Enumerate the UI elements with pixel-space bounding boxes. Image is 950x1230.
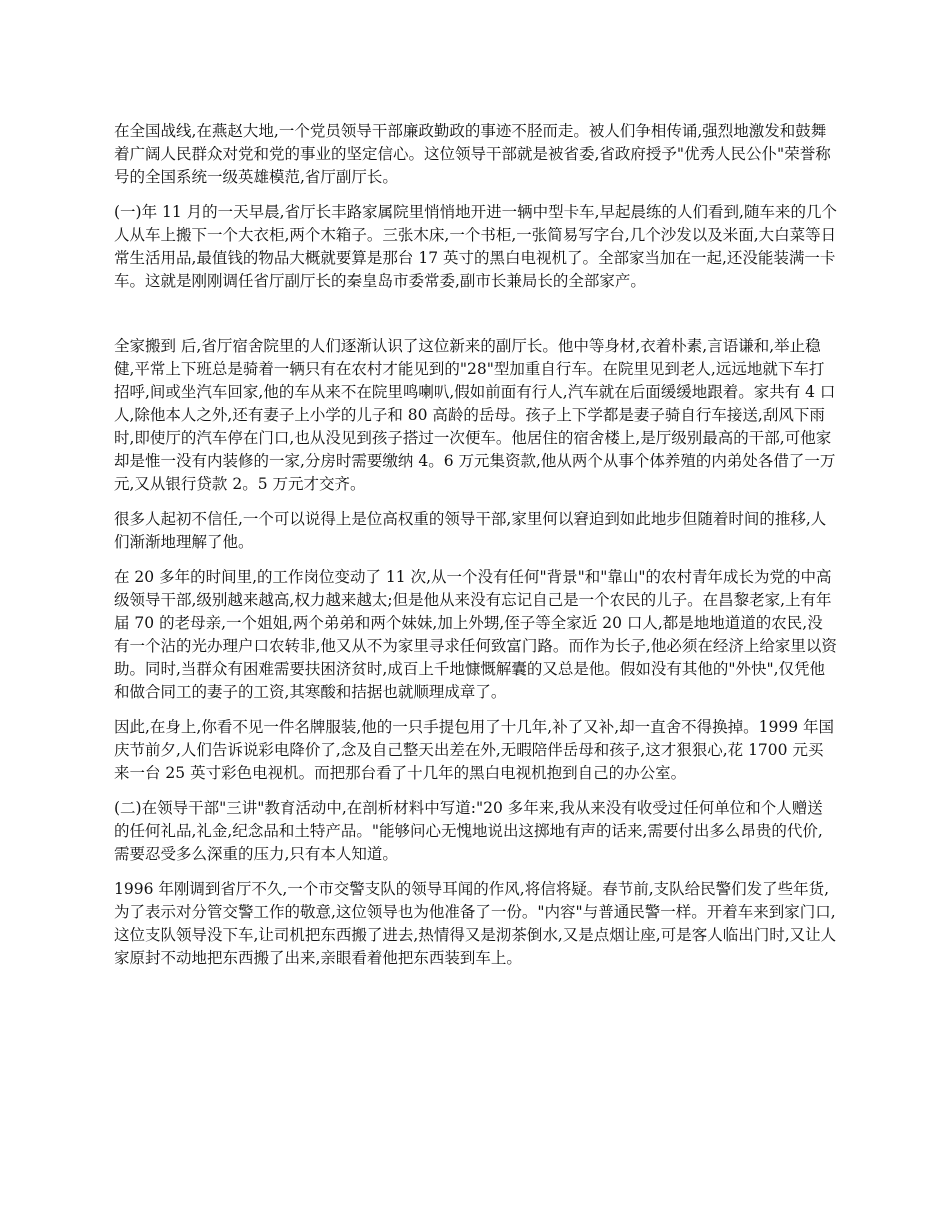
paragraph-career: 在 20 多年的时间里,的工作岗位变动了 11 次,从一个没有任何"背景"和"靠山"的农村青年成长为党的中高级领导干部,级别越来越高,权力越来越太;但是他从来没有忘记自己是一个农民的儿子。在昌黎老家,上有年届 70 的老母亲,一个姐姐,两个弟弟和两个妹妹,加上外甥,侄子等全家近 20 口人,都是地地道道的农民,没有一个沾的光办理户口农转非,他又从不为家里寻求任何致富门路。而作为长子,他必须在经济上给家里以资助。同时,当群众有困难需要扶困济贫时,成百上千地慷慨解囊的又总是他。假如没有其他的"外快",仅凭他和做合同工的妻子的工资,其寒酸和拮据也就顺理成章了。 xyxy=(114,568,837,701)
paragraph-moving-in: 全家搬到 后,省厅宿舍院里的人们逐渐认识了这位新来的副厅长。他中等身材,衣着朴素,言语谦和,举止稳健,平常上下班总是骑着一辆只有在农村才能见到的"28"型加重自行车。在院里见到老人,远远地就下车打招呼,间或坐汽车回家,他的车从来不在院里鸣喇叭,假如前面有行人,汽车就在后面缓缓地跟着。家共有 4 口人,除他本人之外,还有妻子上小学的儿子和 80 高龄的岳母。孩子上下学都是妻子骑自行车接送,刮风下雨时,即使厅的汽车停在门口,也从没见到孩子搭过一次便车。他居住的宿舍楼上,是厅级别最高的干部,可他家却是惟一没有内装修的一家,分房时需要缴纳 4。6 万元集资款,他从两个从事个体养殖的内弟处各借了一万元,又从银行贷款 2。5 万元才交齐。 xyxy=(114,337,836,493)
paragraph-gift-story: 1996 年刚调到省厅不久,一个市交警支队的领导耳闻的作风,将信将疑。春节前,支队给民警们发了些年货,为了表示对分管交警工作的敬意,这位领导也为他准备了一份。"内容"与普通民警一样。开着车来到家门口,这位支队领导没下车,让司机把东西搬了进去,热情得又是沏茶倒水,又是点烟让座,可是客人临出门时,又让人家原封不动地把东西搬了出来,亲眼看着他把东西装到车上。 xyxy=(114,880,837,967)
document-page xyxy=(114,120,838,982)
paragraph-section-two: (二)在领导干部"三讲"教育活动中,在剖析材料中写道:"20 多年来,我从来没有收受过任何单位和个人赠送的任何礼品,礼金,纪念品和土特产品。"能够问心无愧地说出这掷地有声的话来,需要付出多么昂贵的代价,需要忍受多么深重的压力,只有本人知道。 xyxy=(114,799,823,863)
paragraph-section-one: (一)年 11 月的一天早晨,省厅长丰路家属院里悄悄地开进一辆中型卡车,早起晨练的人们看到,随车来的几个人从车上搬下一个大衣柜,两个木箱子。三张木床,一个书柜,一张简易写字台,几个沙发以及米面,大白菜等日常生活用品,最值钱的物品大概就要算是那台 17 英寸的黑白电视机了。全部家当加在一起,还没能装满一卡车。这就是刚刚调任省厅副厅长的秦皇岛市委常委,副市长兼局长的全部家产。 xyxy=(114,203,837,290)
paragraph-frugality: 因此,在身上,你看不见一件名牌服装,他的一只手提包用了十几年,补了又补,却一直舍不得换掉。1999 年国庆节前夕,人们告诉说彩电降价了,念及自己整天出差在外,无暇陪伴岳母和孩子,这才狠狠心,花 1700 元买来一台 25 英寸彩色电视机。而把那台看了十几年的黑白电视机抱到自己的办公室。 xyxy=(114,718,835,782)
paragraph-intro: 在全国战线,在燕赵大地,一个党员领导干部廉政勤政的事迹不胫而走。被人们争相传诵,强烈地激发和鼓舞着广阔人民群众对党和党的事业的坚定信心。这位领导干部就是被省委,省政府授予"优秀人民公仆"荣誉称号的全国系统一级英雄模范,省厅副厅长。 xyxy=(114,122,831,186)
paragraph-understanding: 很多人起初不信任,一个可以说得上是位高权重的领导干部,家里何以窘迫到如此地步但随着时间的推移,人们渐渐地理解了他。 xyxy=(114,510,827,551)
